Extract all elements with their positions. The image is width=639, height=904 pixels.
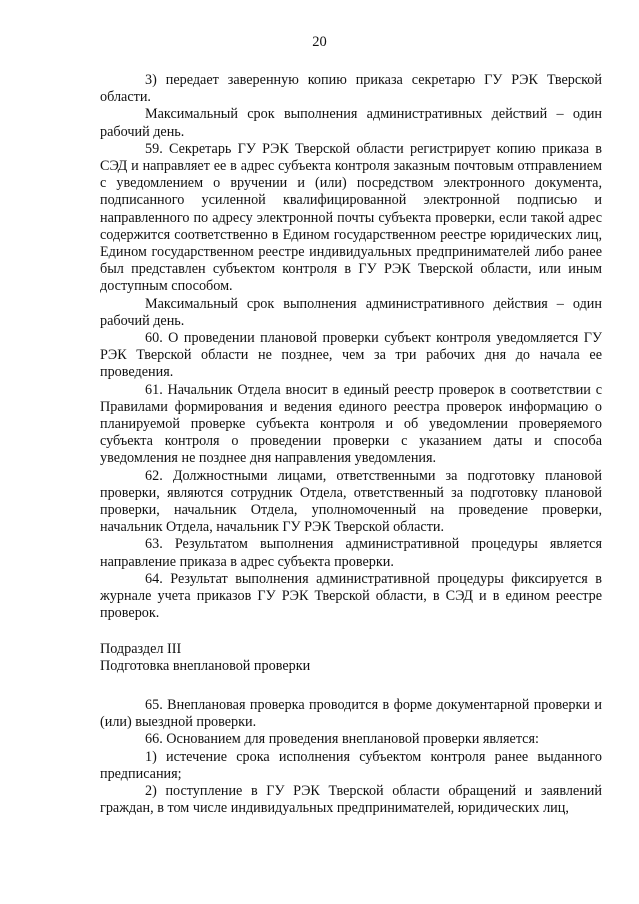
paragraph-65: 65. Внеплановая проверка проводится в форме документарной проверки и (или) выездной проверки. — [100, 696, 602, 731]
paragraph-item-3: 3) передает заверенную копию приказа секретарю ГУ РЭК Тверской области. — [100, 72, 602, 106]
paragraph-63: 63. Результатом выполнения административной процедуры является направление приказа в адрес субъекта проверки. — [100, 536, 602, 570]
document-body — [100, 72, 602, 817]
section-title: Подготовка внеплановой проверки — [100, 657, 311, 674]
paragraph-62: 62. Должностными лицами, ответственными за подготовку плановой проверки, являются сотрудник Отдела, ответственный за подготовку плановой проверки, начальник Отдела, уполномоченный на проведение проверки, начальник Отдела, начальник ГУ РЭК Тверской области. — [100, 467, 602, 536]
paragraph-60: 60. О проведении плановой проверки субъект контроля уведомляется ГУ РЭК Тверской области не позднее, чем за три рабочих дня до начала ее проведения. — [100, 330, 602, 381]
paragraph-66-item-1: 1) истечение срока исполнения субъектом контроля ранее выданного предписания; — [100, 748, 602, 782]
section-number: Подраздел III — [100, 640, 182, 657]
page-number: 20 — [312, 34, 327, 50]
paragraph-61: 61. Начальник Отдела вносит в единый реестр проверок в соответствии с Правилами формирования и ведения единого реестра проверок информацию о планируемой проверке субъекта контроля и об уведомлении проверяемого субъекта контроля о проведении проверки с указанием даты и способа уведомления не позднее дня направления уведомления. — [100, 381, 602, 467]
paragraph-66-item-2: 2) поступление в ГУ РЭК Тверской области обращений и заявлений граждан, в том числе индивидуальных предпринимателей, юридических лиц, — [100, 782, 602, 817]
paragraph-66: 66. Основанием для проведения внеплановой проверки является: — [145, 731, 539, 748]
paragraph-max-term-1: Максимальный срок выполнения административных действий – один рабочий день. — [100, 106, 602, 140]
paragraph-max-term-2: Максимальный срок выполнения административного действия – один рабочий день. — [100, 295, 602, 329]
paragraph-64: 64. Результат выполнения административной процедуры фиксируется в журнале учета приказов ГУ РЭК Тверской области, в СЭД и в едином реестре проверок. — [100, 570, 602, 622]
paragraph-59: 59. Секретарь ГУ РЭК Тверской области регистрирует копию приказа в СЭД и направляет ее в адрес субъекта контроля заказным почтовым отправлением с уведомлением о вручении и (или) посредством электронного документа, подписанного усиленной квалифицированной электронной подписью и направленного по адресу электронной почты субъекта проверки, если такой адрес содержится соответственно в Едином государственном реестре юридических лиц, Едином государственном реестре индивидуальных предпринимателей либо ранее был представлен субъектом контроля в ГУ РЭК Тверской области, или иным доступным способом. — [100, 140, 602, 295]
